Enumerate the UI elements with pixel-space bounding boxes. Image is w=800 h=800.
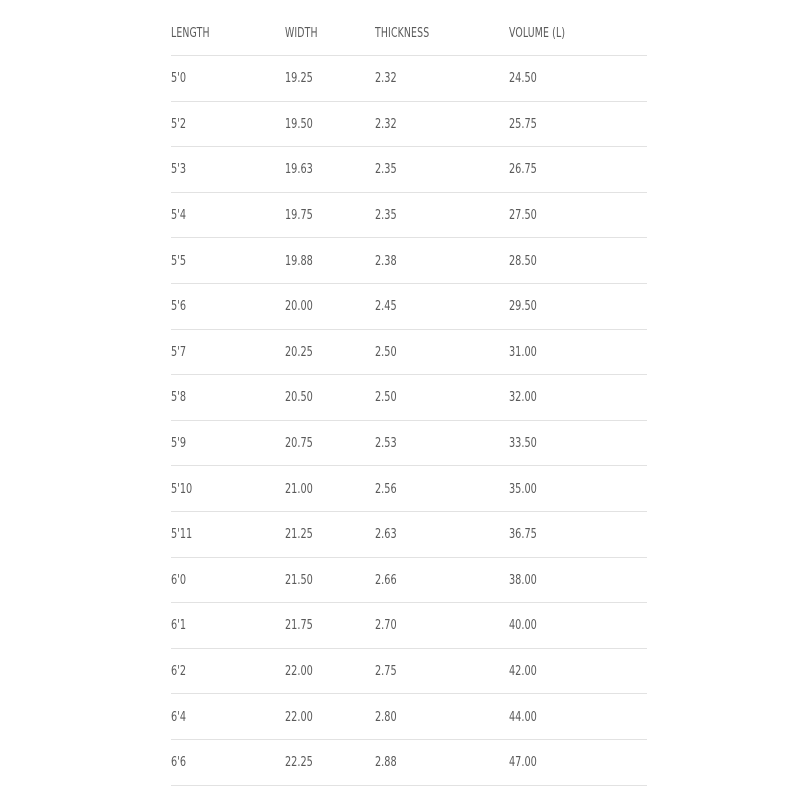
table-row (171, 694, 647, 740)
cell-width: 21.50 (285, 557, 375, 603)
cell-width: 21.00 (285, 466, 375, 512)
cell-volume: 47.00 (509, 739, 647, 785)
cell-width: 20.25 (285, 329, 375, 375)
cell-volume: 27.50 (509, 192, 647, 238)
cell-thickness: 2.56 (375, 466, 509, 512)
cell-thickness: 2.32 (375, 101, 509, 147)
cell-length: 5'8 (171, 375, 285, 421)
cell-volume: 31.00 (509, 329, 647, 375)
cell-volume: 24.50 (509, 56, 647, 102)
cell-volume: 29.50 (509, 283, 647, 329)
cell-thickness: 2.45 (375, 283, 509, 329)
cell-length: 6'1 (171, 603, 285, 649)
cell-volume: 35.00 (509, 466, 647, 512)
cell-volume: 42.00 (509, 648, 647, 694)
cell-width: 20.00 (285, 283, 375, 329)
cell-length: 6'2 (171, 648, 285, 694)
cell-volume: 28.50 (509, 238, 647, 284)
cell-width: 20.50 (285, 375, 375, 421)
cell-thickness: 2.80 (375, 694, 509, 740)
cell-volume: 36.75 (509, 511, 647, 557)
table-row (171, 511, 647, 557)
table-row (171, 420, 647, 466)
header-width: WIDTH (285, 11, 375, 56)
cell-length: 5'7 (171, 329, 285, 375)
cell-thickness: 2.35 (375, 147, 509, 193)
cell-volume: 32.00 (509, 375, 647, 421)
table-row (171, 147, 647, 193)
cell-length: 6'6 (171, 739, 285, 785)
table-row (171, 557, 647, 603)
cell-length: 5'2 (171, 101, 285, 147)
cell-width: 20.75 (285, 420, 375, 466)
cell-thickness: 2.75 (375, 648, 509, 694)
cell-width: 21.25 (285, 511, 375, 557)
cell-width: 19.75 (285, 192, 375, 238)
cell-volume: 26.75 (509, 147, 647, 193)
cell-thickness: 2.63 (375, 511, 509, 557)
cell-volume: 40.00 (509, 603, 647, 649)
cell-thickness: 2.88 (375, 739, 509, 785)
cell-length: 6'4 (171, 694, 285, 740)
cell-length: 5'9 (171, 420, 285, 466)
cell-width: 19.88 (285, 238, 375, 284)
header-row (171, 11, 647, 56)
cell-width: 21.75 (285, 603, 375, 649)
table-row (171, 466, 647, 512)
cell-width: 19.63 (285, 147, 375, 193)
table-row (171, 101, 647, 147)
cell-width: 22.00 (285, 694, 375, 740)
header-volume: VOLUME (L) (509, 11, 647, 56)
cell-volume: 38.00 (509, 557, 647, 603)
cell-length: 5'10 (171, 466, 285, 512)
table-row (171, 192, 647, 238)
header-length: LENGTH (171, 11, 285, 56)
table-row (171, 238, 647, 284)
table-row (171, 329, 647, 375)
cell-volume: 44.00 (509, 694, 647, 740)
table-row (171, 283, 647, 329)
table-row (171, 375, 647, 421)
cell-thickness: 2.32 (375, 56, 509, 102)
cell-thickness: 2.70 (375, 603, 509, 649)
cell-length: 6'0 (171, 557, 285, 603)
cell-thickness: 2.50 (375, 329, 509, 375)
table-row (171, 603, 647, 649)
cell-length: 5'11 (171, 511, 285, 557)
table-row (171, 56, 647, 102)
table-body (171, 56, 647, 786)
cell-width: 22.25 (285, 739, 375, 785)
cell-length: 5'4 (171, 192, 285, 238)
cell-width: 19.50 (285, 101, 375, 147)
table-row (171, 739, 647, 785)
cell-thickness: 2.53 (375, 420, 509, 466)
cell-length: 5'6 (171, 283, 285, 329)
cell-width: 22.00 (285, 648, 375, 694)
cell-length: 5'5 (171, 238, 285, 284)
cell-length: 5'3 (171, 147, 285, 193)
table-header (171, 11, 647, 56)
dimensions-table (171, 11, 647, 786)
cell-volume: 33.50 (509, 420, 647, 466)
table-row (171, 648, 647, 694)
cell-thickness: 2.66 (375, 557, 509, 603)
cell-thickness: 2.38 (375, 238, 509, 284)
cell-thickness: 2.50 (375, 375, 509, 421)
cell-thickness: 2.35 (375, 192, 509, 238)
cell-length: 5'0 (171, 56, 285, 102)
cell-volume: 25.75 (509, 101, 647, 147)
header-thickness: THICKNESS (375, 11, 509, 56)
cell-width: 19.25 (285, 56, 375, 102)
